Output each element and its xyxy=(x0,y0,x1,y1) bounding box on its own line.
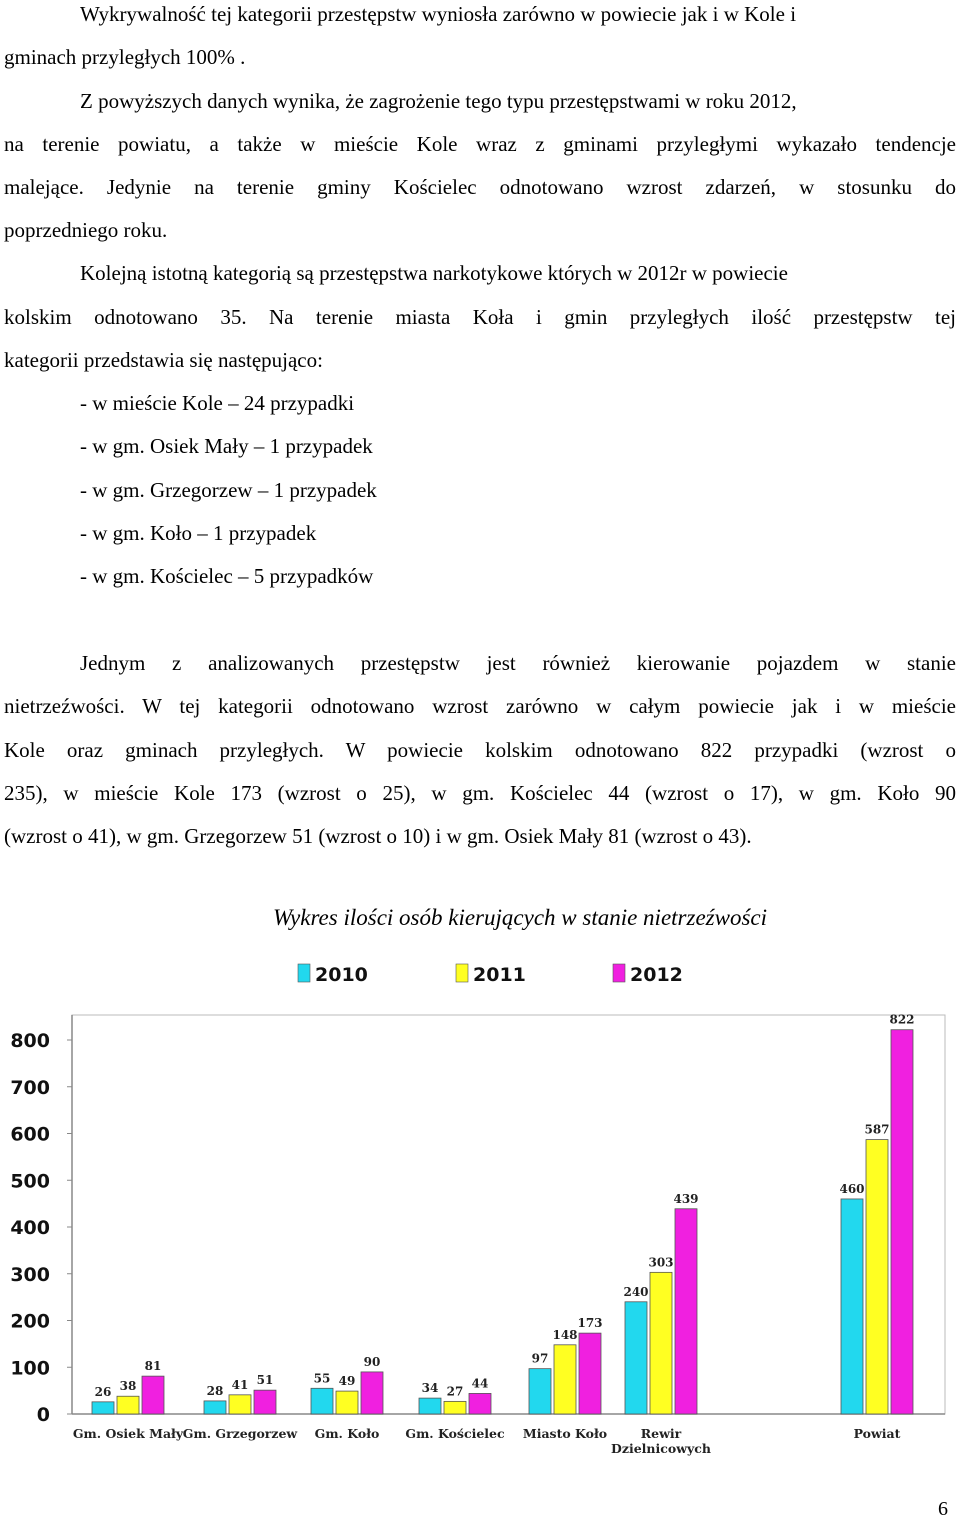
data-label: 460 xyxy=(839,1181,865,1196)
y-tick-label: 700 xyxy=(10,1076,50,1099)
bar-2010 xyxy=(529,1369,551,1414)
paragraph-4-line-3: Kole oraz gminach przyległych. W powiecie kolskim odnotowano 822 przypadki (wzrost o xyxy=(4,738,956,762)
paragraph-2-line-3: malejące. Jedynie na terenie gminy Kościelec odnotowano wzrost zdarzeń, w stosunku do xyxy=(4,175,956,199)
bar-2011 xyxy=(444,1401,466,1414)
list-item: - w gm. Kościelec – 5 przypadków xyxy=(80,564,374,588)
x-tick-label: Gm. Kościelec xyxy=(405,1426,505,1441)
x-tick-label: Powiat xyxy=(853,1426,901,1441)
data-label: 90 xyxy=(363,1354,381,1369)
data-label: 44 xyxy=(471,1376,489,1391)
list-item: - w gm. Koło – 1 przypadek xyxy=(80,521,317,545)
data-label: 34 xyxy=(421,1381,439,1396)
paragraph-4-line-4: 235), w mieście Kole 173 (wzrost o 25), w gm. Kościelec 44 (wzrost o 17), w gm. Koło 90 xyxy=(4,781,956,805)
chart-title: Wykres ilości osób kierujących w stanie nietrzeźwości xyxy=(273,905,767,930)
bar-2012 xyxy=(254,1390,276,1414)
data-label: 303 xyxy=(648,1255,674,1270)
data-label: 28 xyxy=(206,1383,224,1398)
paragraph-4-line-5: (wzrost o 41), w gm. Grzegorzew 51 (wzrost o 10) i w gm. Osiek Mały 81 (wzrost o 43). xyxy=(4,824,752,848)
bar-2011 xyxy=(229,1395,251,1414)
data-label: 49 xyxy=(338,1374,356,1389)
bar-2010 xyxy=(204,1401,226,1414)
data-label: 26 xyxy=(94,1384,112,1399)
data-label: 41 xyxy=(231,1377,249,1392)
bar-2010 xyxy=(625,1302,647,1414)
legend-label: 2012 xyxy=(630,964,683,986)
bar-chart xyxy=(0,950,960,1470)
bar-2011 xyxy=(117,1396,139,1414)
data-label: 148 xyxy=(552,1327,578,1342)
y-tick-label: 0 xyxy=(36,1404,50,1426)
bar-2012 xyxy=(579,1333,601,1414)
data-label: 173 xyxy=(577,1316,603,1331)
bar-2011 xyxy=(866,1140,888,1414)
y-tick-label: 800 xyxy=(10,1030,50,1052)
data-label: 240 xyxy=(623,1284,649,1299)
plot-area xyxy=(72,1012,945,1414)
data-label: 439 xyxy=(673,1191,699,1206)
paragraph-2-line-4: poprzedniego roku. xyxy=(4,218,168,242)
page-number: 6 xyxy=(938,1498,948,1520)
x-tick-label: Gm. Osiek Mały xyxy=(72,1426,184,1441)
bar-2010 xyxy=(419,1398,441,1414)
data-label: 55 xyxy=(313,1371,331,1386)
bar-2012 xyxy=(891,1030,913,1414)
data-label: 97 xyxy=(531,1351,549,1366)
x-tick-label: Dzielnicowych xyxy=(611,1441,711,1456)
paragraph-2-line-2: na terenie powiatu, a także w mieście Kole wraz z gminami przyległymi wykazało tendencje xyxy=(4,132,956,156)
bar-2012 xyxy=(469,1393,491,1414)
bar-2010 xyxy=(311,1388,333,1414)
paragraph-3-line-1: Kolejną istotną kategorią są przestępstwa narkotykowe których w 2012r w powiecie xyxy=(80,261,788,285)
x-tick-label: Miasto Koło xyxy=(522,1426,608,1441)
data-label: 587 xyxy=(864,1122,890,1137)
list-item: - w mieście Kole – 24 przypadki xyxy=(80,391,355,415)
y-tick-label: 200 xyxy=(10,1310,50,1333)
x-tick-label: Rewir xyxy=(640,1426,682,1441)
paragraph-1-line-1: Wykrywalność tej kategorii przestępstw wyniosła zarówno w powiecie jak i w Kole i xyxy=(80,2,797,26)
data-label: 27 xyxy=(446,1384,464,1399)
y-tick-label: 300 xyxy=(10,1263,50,1286)
list-item: - w gm. Grzegorzew – 1 przypadek xyxy=(80,478,377,502)
bar-2011 xyxy=(650,1272,672,1414)
legend-swatch-2010 xyxy=(298,964,310,982)
paragraph-3-line-3: kategorii przedstawia się następująco: xyxy=(4,348,323,372)
bar-2010 xyxy=(92,1402,114,1414)
paragraph-1-line-2: gminach przyległych 100% . xyxy=(4,45,246,69)
x-tick-label: Gm. Koło xyxy=(314,1426,380,1441)
list-item: - w gm. Osiek Mały – 1 przypadek xyxy=(80,434,373,458)
bar-2012 xyxy=(361,1372,383,1414)
data-label: 38 xyxy=(119,1379,137,1394)
bar-2011 xyxy=(336,1391,358,1414)
paragraph-4-line-2: nietrzeźwości. W tej kategorii odnotowano wzrost zarówno w całym powiecie jak i w mieście xyxy=(4,694,956,718)
legend-label: 2010 xyxy=(315,964,368,986)
y-tick-label: 100 xyxy=(10,1357,50,1380)
legend-swatch-2011 xyxy=(456,964,468,982)
bar-2011 xyxy=(554,1345,576,1414)
data-label: 81 xyxy=(144,1359,162,1374)
y-tick-label: 400 xyxy=(10,1217,50,1239)
paragraph-4-line-1: Jednym z analizowanych przestępstw jest również kierowanie pojazdem w stanie xyxy=(80,651,956,675)
bar-2010 xyxy=(841,1199,863,1414)
y-tick-label: 500 xyxy=(10,1170,50,1193)
legend-swatch-2012 xyxy=(613,964,625,982)
data-label: 822 xyxy=(889,1012,915,1027)
paragraph-3-line-2: kolskim odnotowano 35. Na terenie miasta Koła i gmin przyległych ilość przestępstw tej xyxy=(4,305,956,329)
data-label: 51 xyxy=(256,1373,274,1388)
legend-label: 2011 xyxy=(473,964,526,986)
bar-2012 xyxy=(675,1209,697,1414)
paragraph-2-line-1: Z powyższych danych wynika, że zagrożenie tego typu przestępstwami w roku 2012, xyxy=(80,89,797,113)
x-tick-label: Gm. Grzegorzew xyxy=(182,1426,298,1441)
y-tick-label: 600 xyxy=(10,1123,50,1146)
bar-2012 xyxy=(142,1376,164,1414)
